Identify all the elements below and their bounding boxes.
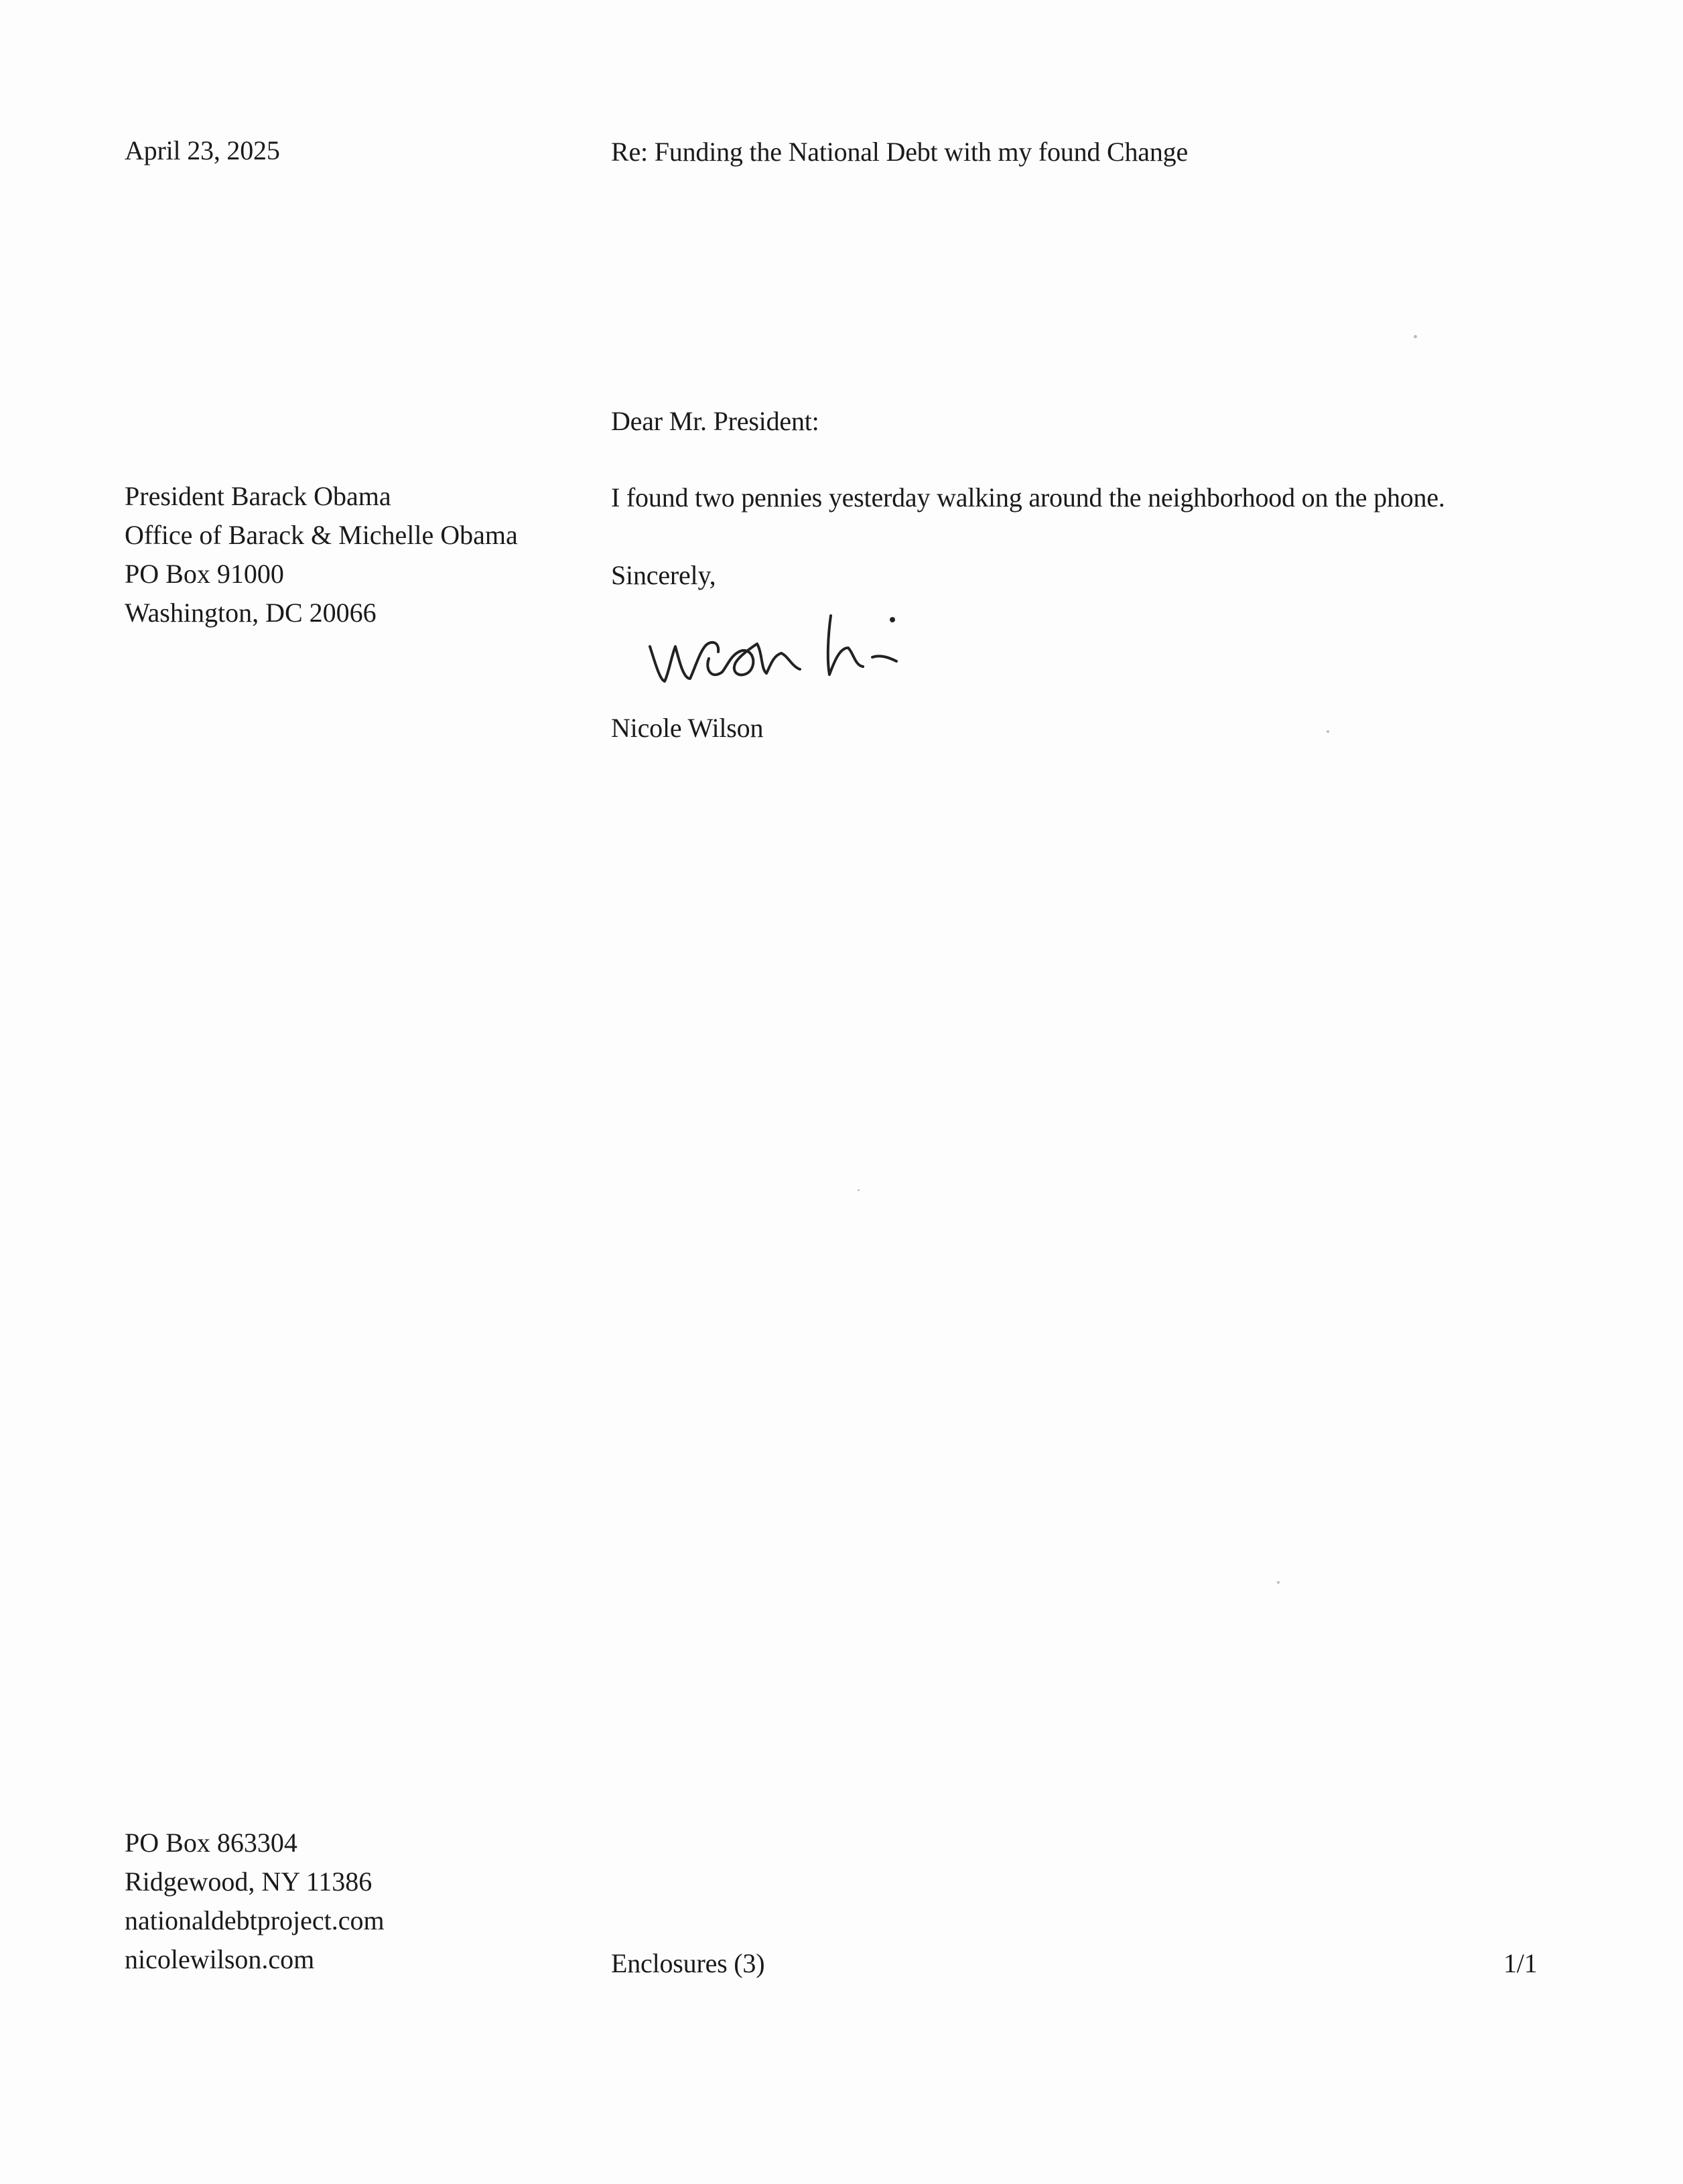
enclosures-note: Enclosures (3): [611, 1948, 765, 1978]
recipient-address: [125, 477, 518, 632]
scan-speck: [1327, 730, 1329, 733]
sender-address: [125, 1824, 385, 1979]
page-number: 1/1: [1503, 1948, 1538, 1978]
sender-line: PO Box 863304: [125, 1828, 297, 1858]
subject-line: Re: Funding the National Debt with my found Change: [611, 137, 1188, 167]
signature-icon: [630, 600, 925, 700]
scan-speck: [1277, 1581, 1280, 1584]
recipient-line: President Barack Obama: [125, 481, 391, 511]
sender-line: nationaldebtproject.com: [125, 1905, 385, 1935]
scan-speck: [858, 1189, 860, 1191]
letter-body: I found two pennies yesterday walking around the neighborhood on the phone.: [611, 482, 1445, 513]
scan-speck: [1414, 335, 1417, 338]
recipient-line: PO Box 91000: [125, 559, 284, 589]
signer-name: Nicole Wilson: [611, 713, 764, 743]
closing: Sincerely,: [611, 560, 716, 590]
letter-date: April 23, 2025: [125, 135, 280, 165]
sender-line: nicolewilson.com: [125, 1944, 315, 1974]
salutation: Dear Mr. President:: [611, 406, 819, 436]
recipient-line: Office of Barack & Michelle Obama: [125, 520, 518, 550]
sender-line: Ridgewood, NY 11386: [125, 1866, 373, 1897]
recipient-line: Washington, DC 20066: [125, 598, 377, 628]
